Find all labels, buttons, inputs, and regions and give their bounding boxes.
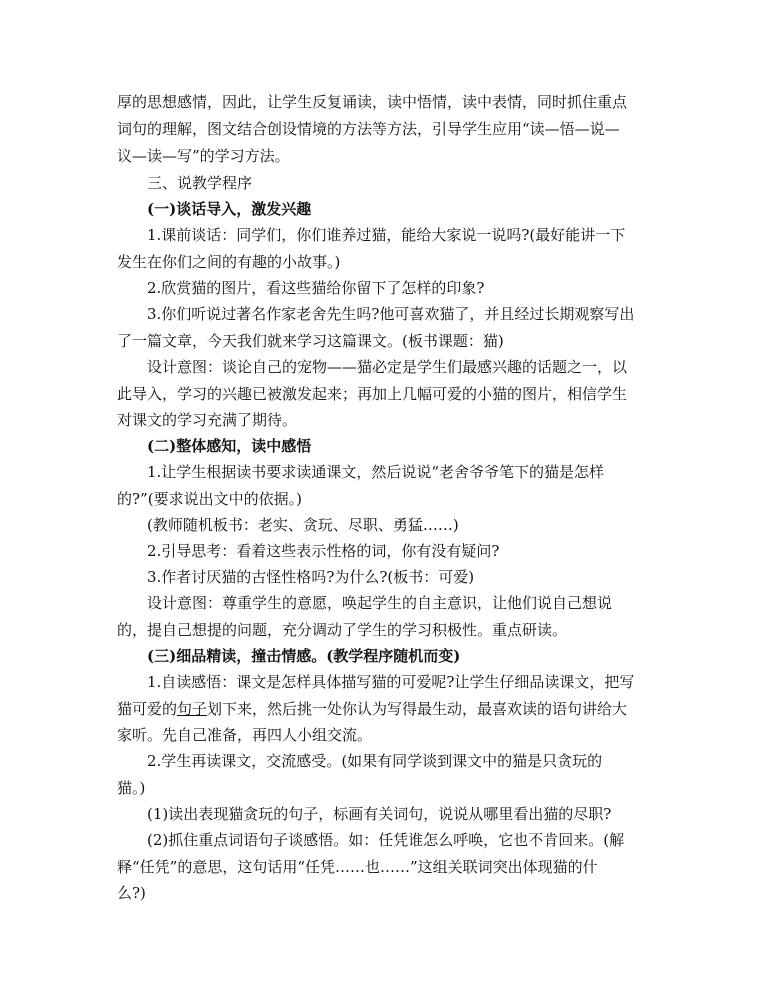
paragraph-line: 家听。先自己准备，再四人小组交流。 <box>117 726 373 744</box>
paragraph-line: 释“任凭”的意思，这句话用“任凭……也……”这组关联词突出体现猫的什 <box>117 858 598 876</box>
paragraph-line: 猫。) <box>117 779 146 797</box>
section-heading: 三、说教学程序 <box>147 174 253 192</box>
paragraph-line: 2.学生再读课文，交流感受。(如果有同学谈到课文中的猫是只贪玩的 <box>147 752 603 770</box>
paragraph-line: 设计意图：谈论自己的宠物——猫必定是学生们最感兴趣的话题之一，以 <box>147 358 628 376</box>
underlined-word: 句子 <box>177 700 208 718</box>
subsection-heading: (三)细品精读，撞击情感。(教学程序随机而变) <box>147 647 461 665</box>
subsection-heading: (二)整体感知，读中感悟 <box>147 437 312 455</box>
paragraph-line: 此导入，学习的兴趣已被激发起来；再加上几幅可爱的小猫的图片，相信学生 <box>117 385 628 403</box>
paragraph-line: 1.自读感悟：课文是怎样具体描写猫的可爱呢?让学生仔细品读课文，把写 <box>147 673 635 691</box>
paragraph-line: 议—读—写”的学习方法。 <box>117 147 290 165</box>
paragraph-line: (教师随机板书：老实、贪玩、尽职、勇猛……) <box>147 516 459 534</box>
paragraph-line: 2.引导思考：看着这些表示性格的词，你有没有疑问? <box>147 542 500 560</box>
paragraph-line: 设计意图：尊重学生的意愿，唤起学生的自主意识，让他们说自己想说 <box>147 594 613 612</box>
paragraph-line: 1.课前谈话：同学们，你们谁养过猫，能给大家说一说吗?(最好能讲一下 <box>147 226 626 244</box>
paragraph-line: 的?”(要求说出文中的依据。) <box>117 490 302 508</box>
paragraph-line <box>117 699 627 719</box>
paragraph-line: 么?) <box>117 884 146 902</box>
paragraph-line: 词句的理解，图文结合创设情境的方法等方法，引导学生应用“读—悟—说— <box>117 120 620 138</box>
paragraph-line: 3.你们听说过著名作家老舍先生吗?他可喜欢猫了，并且经过长期观察写出 <box>147 305 635 323</box>
paragraph-line: 2.欣赏猫的图片，看这些猫给你留下了怎样的印象? <box>147 279 485 297</box>
paragraph-line: 厚的思想感情，因此，让学生反复诵读，读中悟情，读中表情，同时抓住重点 <box>117 93 628 111</box>
paragraph-line: 3.作者讨厌猫的古怪性格吗?为什么?(板书：可爱) <box>147 568 475 586</box>
paragraph-line: 发生在你们之间的有趣的小故事。) <box>117 253 341 271</box>
paragraph-line: 了一篇文章，今天我们就来学习这篇课文。(板书课题：猫) <box>117 332 504 350</box>
paragraph-line: 对课文的学习充满了期待。 <box>117 411 298 429</box>
line-text: 划下来，然后挑一处你认为写得最生动，最喜欢读的语句讲给大 <box>207 700 628 718</box>
paragraph-line: 的，提自己想提的问题，充分调动了学生的学习积极性。重点研读。 <box>117 621 568 639</box>
paragraph-line: (2)抓住重点词语句子谈感悟。如：任凭谁怎么呼唤，它也不肯回来。(解 <box>147 831 625 849</box>
line-text: 猫可爱的 <box>117 700 178 718</box>
paragraph-line: (1)读出表现猫贪玩的句子，标画有关词句，说说从哪里看出猫的尽职? <box>147 805 612 823</box>
paragraph-line: 1.让学生根据读书要求读通课文，然后说说“老舍爷爷笔下的猫是怎样 <box>147 463 604 481</box>
subsection-heading: (一)谈话导入，激发兴趣 <box>147 200 312 218</box>
